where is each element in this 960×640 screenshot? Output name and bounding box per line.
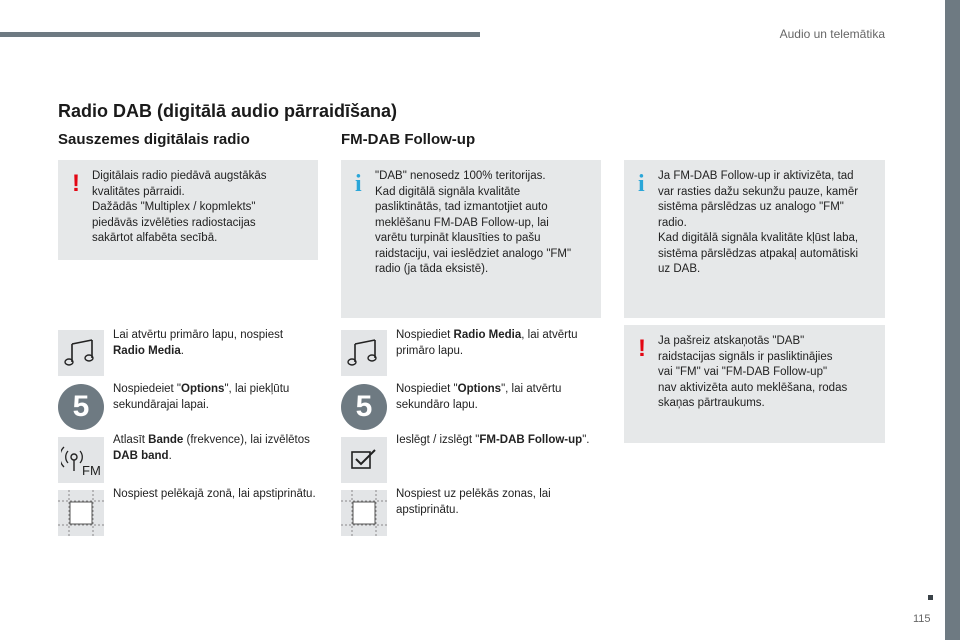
info-line: Ja FM-DAB Follow-up ir aktivizēta, tad [658, 170, 854, 182]
info-line: "DAB" nenosedz 100% teritorijas. [375, 170, 546, 182]
warning-icon: ! [72, 170, 80, 197]
info-line: uz DAB. [658, 263, 701, 275]
warning-note-digital-radio [58, 160, 318, 260]
right-heading: FM-DAB Follow-up [341, 131, 476, 148]
info-icon: i [638, 171, 645, 197]
music-note-icon [341, 330, 387, 376]
page-title: Radio DAB (digitālā audio pārraidīšana) [58, 101, 398, 121]
svg-text:FM: FM [82, 463, 101, 478]
note-line: sakārtot alfabēta secībā. [92, 232, 218, 244]
radio-fm-icon [58, 437, 104, 483]
info-line: raidstaciju, vai ieslēdziet analogo "FM" [375, 247, 572, 260]
step-text: Atlasīt Bande (frekvence), lai izvēlētos DAB band. [113, 434, 310, 462]
warn-line: nav aktivizēta auto meklēšana, rodas [658, 381, 848, 394]
step-text: Lai atvērtu primāro lapu, nospiest Radio Media. [113, 329, 284, 357]
section-title: Audio un telemātika [779, 27, 885, 41]
side-tab [945, 0, 960, 640]
info-icon: i [355, 171, 362, 197]
info-line: radio. [658, 216, 687, 229]
info-line: varētu turpināt klausīties to pašu [375, 232, 541, 244]
grey-zone-icon [341, 490, 387, 536]
step-text: Nospiediet Radio Media, lai atvērtu primāro lapu. [396, 329, 578, 357]
info-note-dab-coverage [341, 160, 601, 318]
step-text: Ieslēgt / izslēgt "FM-DAB Follow-up". [396, 434, 590, 446]
info-note-follow-up [624, 160, 885, 318]
page-number: 115 [913, 613, 931, 625]
warn-line: Ja pašreiz atskaņotās "DAB" [658, 335, 805, 347]
left-heading: Sauszemes digitālais radio [58, 131, 250, 148]
warn-line: skaņas pārtraukums. [658, 397, 765, 409]
checkbox-icon [341, 437, 387, 483]
info-line: meklēšanu FM-DAB Follow-up, lai [375, 216, 549, 229]
step-number-5: 5 [341, 384, 387, 430]
warning-note-signal-loss [624, 325, 885, 443]
info-line: var rasties dažu sekunžu pauze, kamēr [658, 185, 859, 198]
info-line: Kad digitālā signāla kvalitāte kļūst laba, [658, 232, 859, 244]
page-dot [928, 595, 933, 600]
info-line: sistēma pārslēdzas atpakaļ automātiski [658, 247, 859, 260]
note-line: Digitālais radio piedāvā augstākās [92, 170, 267, 182]
info-line: pasliktinātās, tad izmantotjiet auto [375, 201, 548, 213]
step-text: Nospiest pelēkajā zonā, lai apstiprinātu. [113, 488, 316, 500]
music-note-icon [58, 330, 104, 376]
header-bar [0, 32, 480, 37]
info-line: sistēma pārslēdzas uz analogo "FM" [658, 201, 844, 213]
note-line: Dažādās "Multiplex / kopmlekts" [92, 201, 256, 213]
grey-zone-icon [58, 490, 104, 536]
step-number-5: 5 [58, 384, 104, 430]
note-line: piedāvās izvēlēties radiostacijas [92, 216, 256, 229]
warn-line: raidstacijas signāls ir pasliktinājies [658, 350, 833, 363]
step-text: Nospiedeiet "Options", lai piekļūtu sekundārajai lapai. [113, 383, 290, 411]
step-text: Nospiediet "Options", lai atvērtu sekundāro lapu. [396, 383, 562, 411]
step-text: Nospiest uz pelēkās zonas, lai apstiprinātu. [396, 488, 551, 516]
info-line: radio (ja tāda eksistē). [375, 263, 489, 275]
warn-line: vai "FM" vai "FM-DAB Follow-up" [658, 366, 828, 378]
warning-icon: ! [638, 335, 646, 362]
info-line: Kad digitālā signāla kvalitāte [375, 185, 521, 198]
note-line: kvalitātes pārraidi. [92, 185, 185, 198]
